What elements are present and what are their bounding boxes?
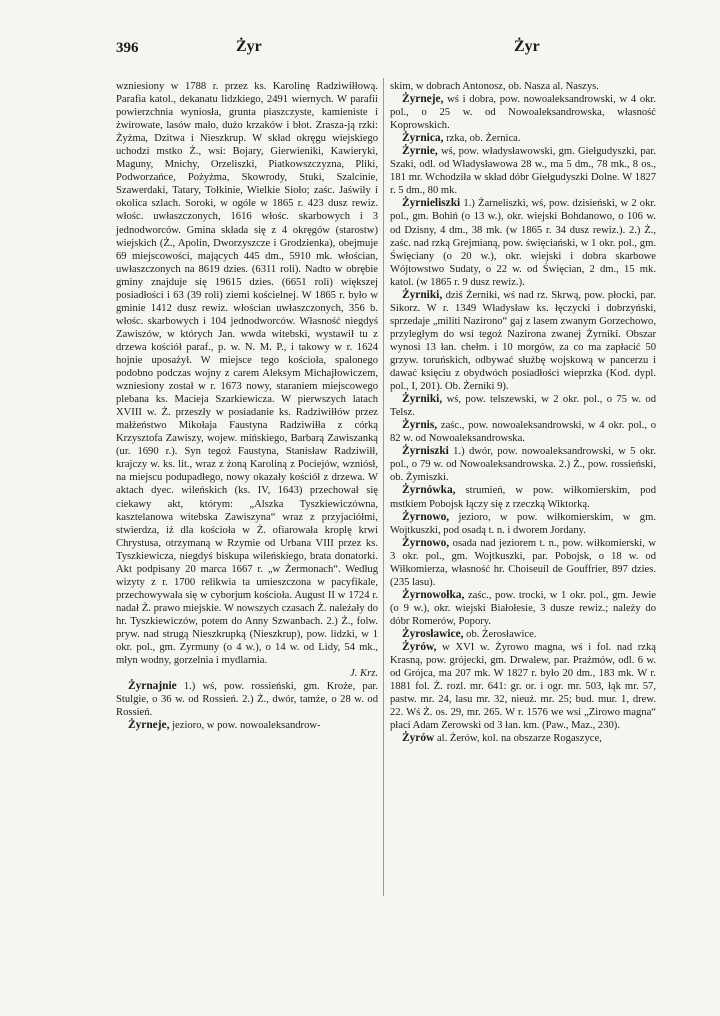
- entry: [390, 132, 656, 145]
- entry-headword: Żyrosławice,: [402, 627, 464, 640]
- entry-text: zaśc., pow. trocki, w 1 okr. pol., gm. Jewie (o 9 w.), okr. wiejski Białołesie, 3 dusze rewiz.; należy do dóbr Romerów, Popory.: [390, 589, 656, 627]
- entry: [390, 537, 656, 589]
- entry: [390, 641, 656, 732]
- entry-text: wś, pow. telszewski, w 2 okr. pol., o 75 w. od Telsz.: [390, 394, 657, 419]
- page-header: [116, 40, 636, 62]
- entry-headword: Żyrów: [402, 732, 435, 745]
- entry: [390, 419, 656, 445]
- entry: [116, 719, 378, 732]
- entry: [390, 145, 656, 197]
- running-head-left: Żyr: [236, 38, 262, 55]
- entry-headword: Żyrnis,: [402, 419, 438, 432]
- entry: [116, 680, 378, 719]
- entry-text: dziś Żerniki, wś nad rz. Skrwą, pow. płocki, par. Sikorz. W r. 1349 Władysław ks. łęczycki i dobrzyński, sprzedaje „militi Nazirono“ gaj z lasem zwanym Gorzechowo, przyległym do wsi tegoż Nazirona zwanej Żyrniki. Obszar wynosi 13 łan. chełm. i 10 morgów, za co ma zapłacić 50 grzyw. toruńskich, odbywać służbę wojskową w pancerzu i dawać księciu z obydwóch posiadłości wieprzka (Kod. dypl. pol., I, 201). Ob. Żerniki 9).: [390, 289, 656, 393]
- entry-text: jezioro, w pow. wiłkomierskim, w gm. Wojtkuszki, pod osadą t. n. i dworem Jordany.: [390, 511, 656, 536]
- entry: [390, 93, 656, 132]
- entry-text: zaśc., pow. nowoaleksandrowski, w 4 okr. pol., o 82 w. od Nowoaleksandrowska.: [390, 420, 657, 445]
- entry-headword: Żyrnowołka,: [402, 588, 465, 601]
- entry: [390, 484, 656, 510]
- entry-text: wś, pow. władysławowski, gm. Giełgudyszki, par. Szaki, odl. od Władysławowa 28 w., ma 5 dm., 78 mk., 8 os., 181 mr. Wchodziła w skład dóbr Giełgudyszki Dolne. W 1827 r. 5 dm., 80 mk.: [390, 146, 656, 197]
- entry-headword: Żyrnica,: [402, 132, 444, 145]
- entry: [390, 445, 656, 484]
- entry: [390, 628, 656, 641]
- entry-headword: Żyrnieliszki: [402, 197, 461, 210]
- entry-text: 1.) dwór, pow. nowoaleksandrowski, w 5 okr. pol., o 79 w. od Nowoaleksandrowska. 2.) Ż., pow. rossieński, ob. Żymiszki.: [390, 446, 656, 484]
- entry-text: jezioro, w pow. nowoaleksandrow-: [172, 720, 321, 732]
- entry-headword: Żyrnówka,: [402, 484, 456, 497]
- running-head-right: Żyr: [514, 38, 540, 55]
- entry: [390, 393, 656, 419]
- entry-text: w XVI w. Żyrowo magna, wś i fol. nad rzką Krasną, pow. grójecki, gm. Drwalew, par. Prażmów, odl. 6 w. od Grójca, ma 207 mk. W 1827 r. było 20 dm., 183 mk. W r. 1881 fol. Ż. rozl. mr. 641: gr. or. i ogr. mr. 503, łąk mr. 57, pastw. mr. 24, lasu mr. 32, nieuż. mr. 25; bud. mur. 1, drew. 22. Wś Ż. os. 29, mr. 265. W r. 1576 we wsi „Zirowo magna“ płaci Adam Zerowski od 3 łan. km. (Paw., Maz., 230).: [390, 642, 656, 732]
- entry-headword: Żyrniszki: [402, 445, 449, 458]
- entry-headword: Żyrów,: [402, 641, 437, 654]
- entry-text: wzniesiony w 1788 r. przez ks. Karolinę Radziwiłłową. Parafia katol., dekanatu lidzkiego, 2491 wiernych. W parafii powierzchnia wyniosła, grunta piaszczyste, kamieniste i żwirowate, lasów mało, dużo krzaków i błot. Zrasza-ją rzki: Żyżma, Dzitwa i Nieszkrup. W skład okręgu wiejskiego uchodzi mstko Ż., wsi: Bojary, Gierwieniki, Kawieryki, Maguny, Mnichy, Orzeliszki, Piatkowszczyzna, Pliki, Podworzańce, Pożyżma, Skowrody, Stuki, Szalcinie, Szawerdaki, Tatary, Tołkinie, Wielkie Sioło; zaśc. Jaświły i okolica szlach. Soroki, w ogóle w 1865 r. 423 dusz rewiz. włośc. uwłaszczonych, 1616 włośc. skarbowych i 3 jednodworców. Gmina składa się z 4 okręgów (starostw) wiejskich (Ż., Apolin, Dworzyszcze i Grodzienka), obejmuje 69 miejscowości, mających 445 dm., 5910 mk. włościan, uwłaszczonych na 8619 dzies. (6311 roli). Nadto w obrębie gminy znajduje się 19615 dzies. (6651 roli) większej posiadłości i 63 (39 roli) ziemi kościelnej. W 1865 r. było w gminie 1412 dusz rewiz. włościan uwłaszczonych, 356 b. włośc. skarbowych i 104 jednodworców. Własność niegdyś Zawiszów, w których Jan. wwda witebski, wystawił tu z drzewa kościół paraf., p. w. N. M. P., i takowy w r. 1624 hojnie uposażył. W miejsce tego kościoła, spalonego podobno podczas wojny z carem Aleksym Michajłowiczem, wzniesiony został w r. 1673 nowy, staraniem miejscowego plebana ks. Macieja Szarkiewicza. W pierwszych latach XVIII w. Ż. przeszły w posiadanie ks. Radziwiłłów przez małżeństwo Mikołaja Faustyna Radziwiłła z córką Krzysztofa Zawiszy, wojew. mińskiego, Barbarą Zawiszanką (ur. 1690 r.). Syn tegoż Faustyna, Stanisław Radziwiłł, krajczy w. ks. lit., wraz z żoną Karoliną z Pociejów, wzniósł, na miejscu podupadłego, nowy okazały kościół z drzewa. W aktach dyec. wileńskich (ks. IV, 1643) przechował się ciekawy akt, którym: „Alszka Tyszkiewiczówna, kasztelanowa witebska Zawiszyna“ wraz z przyjaciółmi, stwierdza, iż dla kościoła w Ż. ofiarowała kroplę krwi Chrystusa, otrzymaną w Rzymie od Urbana VIII przez ks. Tyszkiewicza, niegdyś biskupa wileńskiego, brata donatorki. Akt podpisany 20 marca 1667 r. „w Żermonach“. Według wizyty z r. 1700 relikwia ta umieszczona w pacyfikale, przechowywała się w cyborjum kościoła. August II w 1724 r. nadał Ż. prawo miejskie. W nowszych czasach Ż. należały do hr. Tyszkiewiczów, potem do Anny Szwanbach. 2.) Ż., folw. pryw. nad strugą Nieszkrupką (Nieszkrup), pow. lidzki, w 1 okr. pol., gm. Zyrmuny (o 4 w.), o 14 w. od Lidy, 54 mk., młyn wodny, gorzelnia i mydlarnia.: [116, 81, 378, 667]
- left-column: [116, 80, 378, 732]
- entry-text: 1.) wś, pow. rossieński, gm. Kroże, par. Stulgie, o 36 w. od Rossień. 2.) Ż., dwór, tamże, o 28 w. od Rossień.: [116, 681, 378, 719]
- column-divider: [383, 78, 384, 896]
- entry: [390, 589, 656, 628]
- entry-text: osada nad jeziorem t. n., pow. wiłkomierski, w 3 okr. pol., gm. Wojtkuszki, par. Pobojsk, o 18 w. od Wiłkomierza, własność hr. Choiseuil de Gouffrier, 897 dzies. (235 lasu).: [390, 537, 657, 588]
- entry-text: strumień, w pow. wiłkomierskim, pod mstkiem Pobojsk łączy się z rzeczką Wiktorką.: [390, 485, 657, 510]
- entry-headword: Żyrnie,: [402, 145, 438, 158]
- entry-headword: Żyrnowo,: [402, 536, 450, 549]
- entry: [390, 289, 656, 393]
- entry: [390, 732, 656, 745]
- entry-text: rzka, ob. Żernica.: [446, 133, 521, 145]
- entry: [390, 197, 656, 288]
- entry-headword: Żyrniki,: [402, 393, 443, 406]
- entry-text: al. Żerów, kol. na obszarze Rogaszyce,: [436, 733, 602, 745]
- entry: [390, 511, 656, 537]
- page-number: 396: [116, 40, 139, 56]
- entry-text: ob. Żerosławice.: [466, 628, 537, 640]
- author-signature: J. Krz.: [350, 668, 378, 680]
- entry-text: 1.) Żarneliszki, wś, pow. dzisieński, w 2 okr. pol., gm. Bohiń (o 13 w.), okr. wiejski Bohdanowo, o 106 w. od Dzisny, 4 dm., 38 mk. (w 1865 r. 34 dusz rewiz.). 2.) Ż., zaśc. nad rzką Grejmianą, pow. święciański, w 1 okr. pol., gm. Święciany (o 20 w.), okr. wiejski i dobra skarbowe Wójtowstwo Sudaty, o 22 w. od Święcian, 2 dm., 15 mk. katol. (w 1865 r. 9 dusz rewiz.).: [390, 198, 656, 288]
- entry-headword: Żyrnowo,: [402, 510, 450, 523]
- right-column: [390, 80, 656, 745]
- entry-headword: Żyrnajnie: [128, 680, 177, 693]
- entry-headword: Żyrniki,: [402, 288, 443, 301]
- entry-text: wś i dobra, pow. nowoaleksandrowski, w 4 okr. pol., o 25 w. od Nowoaleksandrowska, własność Koprowskich.: [390, 94, 657, 132]
- entry-text: skim, w dobrach Antonosz, ob. Nasza al. Naszys.: [390, 81, 599, 92]
- entry-headword: Żyrneje,: [128, 719, 170, 732]
- entry-headword: Żyrneje,: [402, 93, 444, 106]
